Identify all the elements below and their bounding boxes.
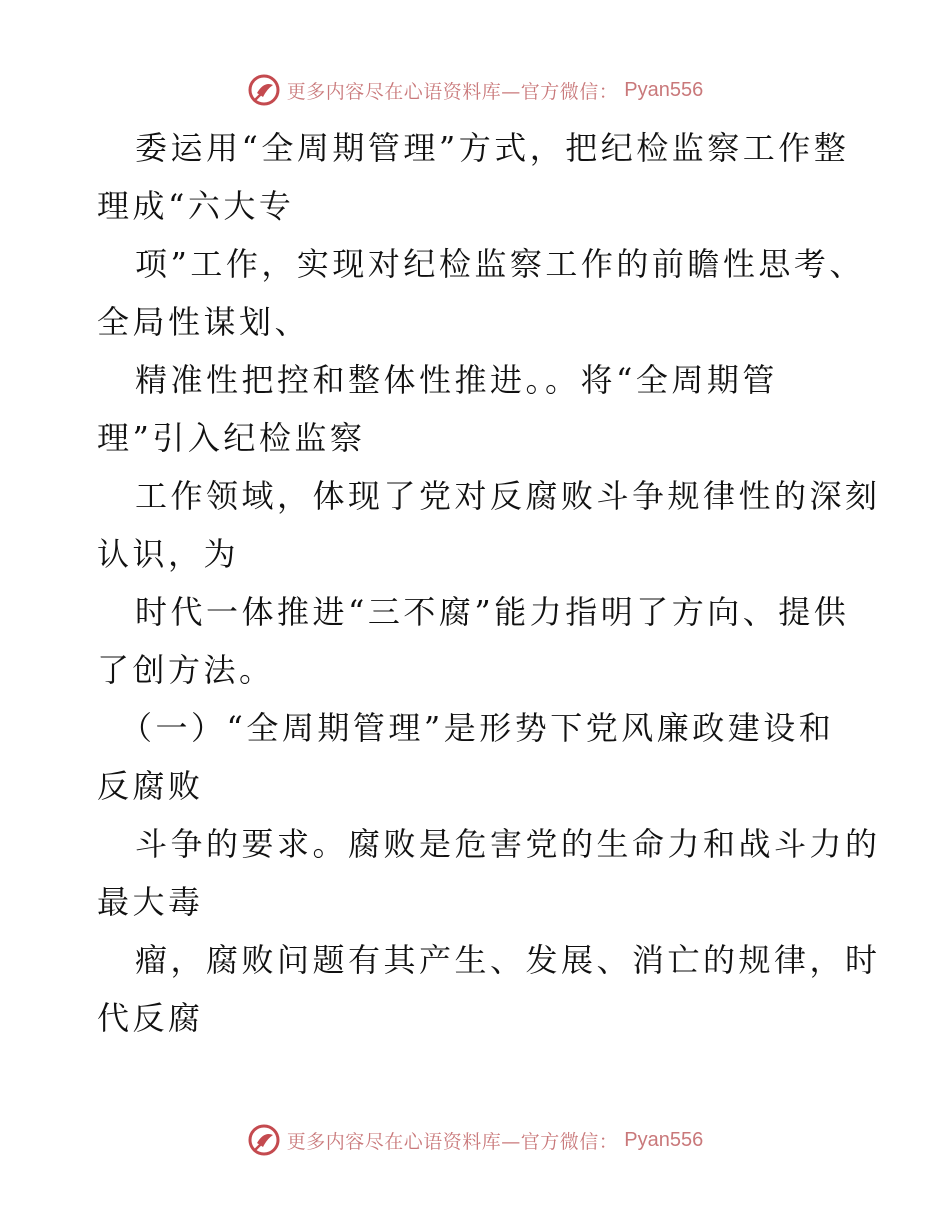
text-line: 全局性谋划、: [97, 303, 311, 341]
watermark-text: 更多内容尽在心语资料库—官方微信：: [286, 80, 619, 103]
watermark-header: [0, 70, 950, 110]
brand-logo-icon: [247, 1123, 281, 1157]
text-line: 认识，为: [97, 535, 240, 573]
text-line: 了创方法。: [97, 651, 275, 689]
watermark-text: 更多内容尽在心语资料库—官方微信：: [286, 1130, 619, 1153]
text-line: 委运用“全周期管理”方式，把纪检监察工作整: [135, 129, 850, 167]
brand-logo-icon: [247, 73, 281, 107]
text-line: 精准性把控和整体性推进。。将“全周期管: [135, 361, 778, 399]
text-line: 工作领域，体现了党对反腐败斗争规律性的深刻: [135, 477, 881, 515]
text-line: 时代一体推进“三不腐”能力指明了方向、提供: [135, 593, 850, 631]
watermark-wechat-id: Pyan556: [624, 78, 704, 101]
text-line: 瘤，腐败问题有其产生、发展、消亡的规律，时: [135, 941, 881, 979]
text-line: 理”引入纪检监察: [97, 419, 366, 457]
text-line: 最大毒: [97, 883, 204, 921]
text-line: 理成“六大专: [97, 187, 295, 225]
text-line: 斗争的要求。腐败是危害党的生命力和战斗力的: [135, 825, 881, 863]
text-line: 代反腐: [97, 999, 204, 1037]
text-line: （一）“全周期管理”是形势下党风廉政建设和: [120, 709, 835, 747]
watermark-footer: [0, 1120, 950, 1160]
text-line: 反腐败: [97, 767, 204, 805]
text-line: 项”工作，实现对纪检监察工作的前瞻性思考、: [135, 245, 865, 283]
watermark-wechat-id: Pyan556: [624, 1128, 704, 1151]
